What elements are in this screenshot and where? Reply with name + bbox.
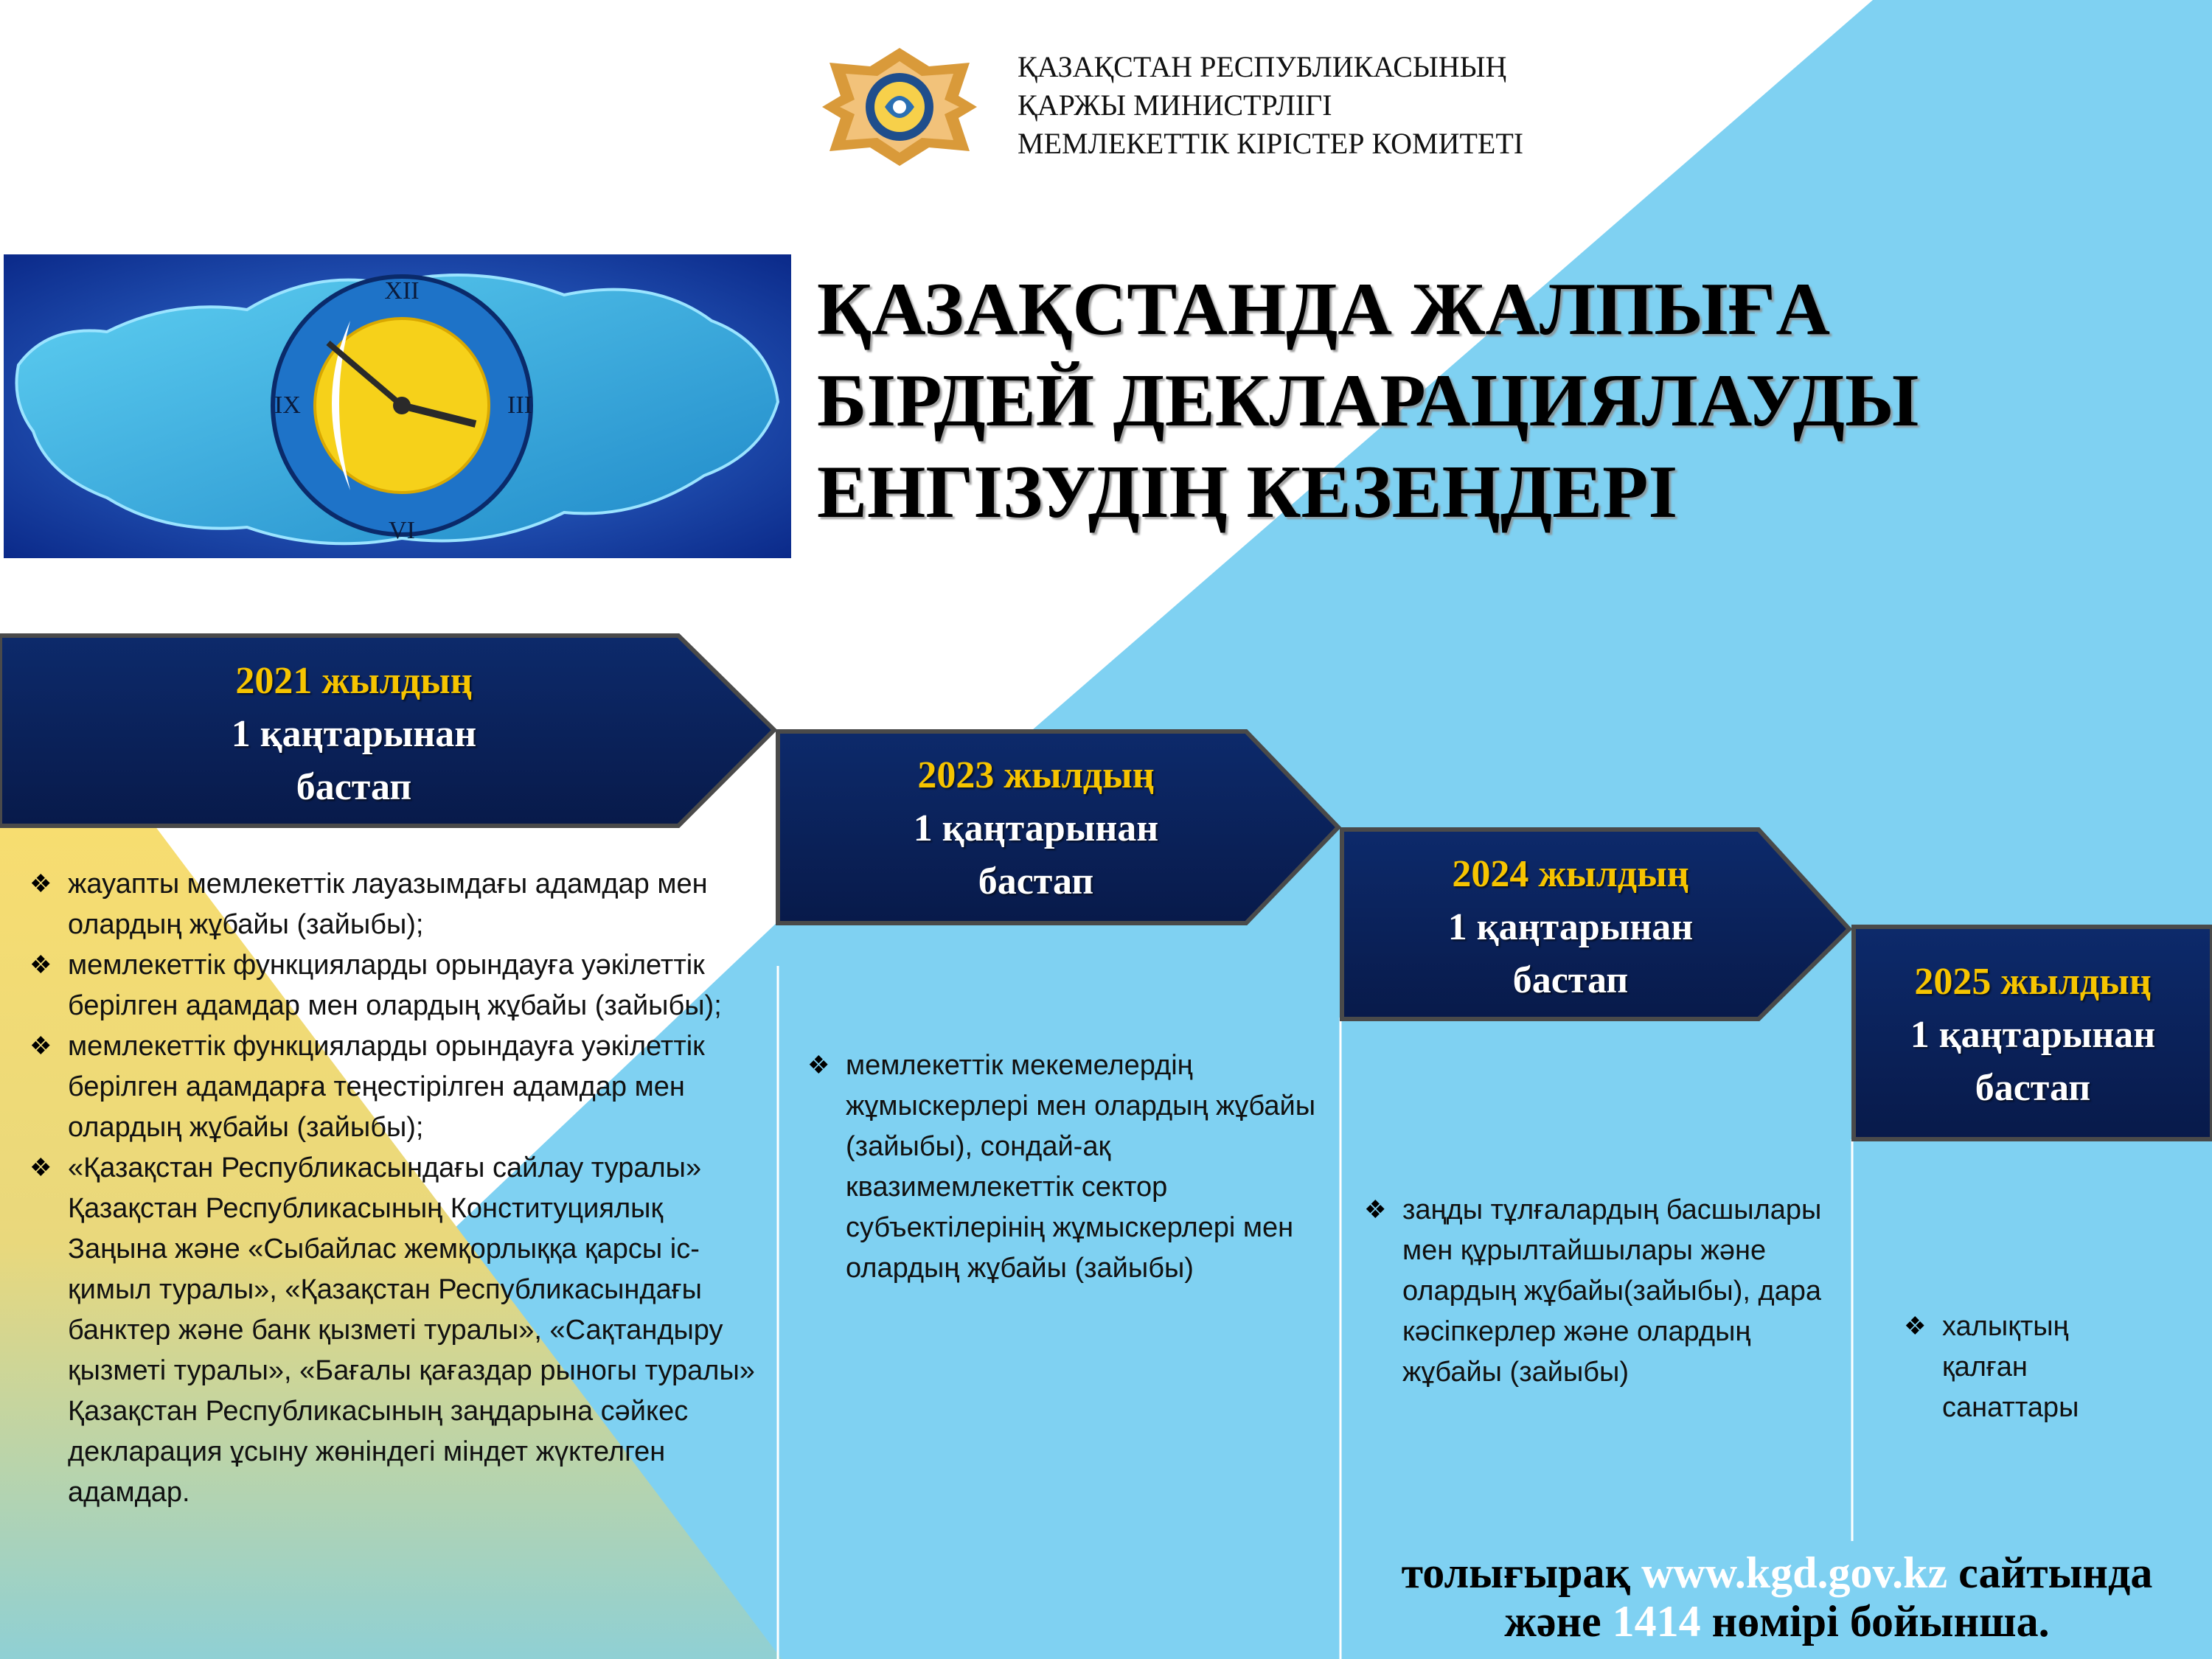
footer-text: және (1504, 1597, 1613, 1646)
list-item (1904, 1307, 2125, 1428)
bullet-icon: ❖ (1904, 1312, 1927, 1340)
list-item-text: халықтың қалған санаттары (1942, 1311, 2079, 1423)
bullet-icon: ❖ (1364, 1196, 1387, 1224)
stage-start: бастап (296, 766, 412, 808)
list-item (29, 1026, 759, 1148)
stage-label-2024 (1346, 848, 1795, 1007)
kazakhstan-map-clock-icon (4, 254, 791, 558)
org-line-3: МЕМЛЕКЕТТІК КІРІСТЕР КОМИТЕТІ (1018, 127, 1524, 160)
list-item-text: мемлекеттік функцияларды орындауға уәкілеттік берілген адамдар мен олардың жұбайы (зайыбы); (68, 950, 722, 1021)
stage-year: 2023 жылдың (917, 754, 1155, 796)
stage-date: 1 қаңтарынан (1447, 906, 1694, 948)
footer-text: нөмірі бойынша. (1700, 1597, 2050, 1646)
stage-date: 1 қаңтарынан (231, 713, 477, 755)
stage-date: 1 қаңтарынан (1910, 1014, 2156, 1056)
stage-2024-list (1364, 1190, 1836, 1393)
bullet-icon: ❖ (29, 1032, 52, 1060)
list-item-text: «Қазақстан Республикасындағы сайлау туралы» Қазақстан Республикасының Конституциялық Заңына және «Сыбайлас жемқорлыққа қарсы іс-қимыл туралы», «Қазақстан Республикасындағы банктер және банк қызметі туралы», «Сақтандыру қызметі туралы», «Бағалы қағаздар рыногы туралы» Қазақстан Республикасының заңдарына сәйкес декларация ұсыну жөніндегі міндет жүктелген адамдар. (68, 1152, 755, 1508)
bullet-icon: ❖ (29, 870, 52, 898)
website-link[interactable]: www.kgd.gov.kz (1641, 1548, 1948, 1597)
stage-year: 2024 жылдың (1452, 853, 1689, 895)
footer-text: сайтында (1947, 1548, 2153, 1597)
stage-start: бастап (1512, 959, 1629, 1001)
stage-label-2023 (782, 749, 1290, 908)
list-item-text: мемлекеттік функцияларды орындауға уәкілеттік берілген адамдарға теңестірілген адамдар мен олардың жұбайы (зайыбы); (68, 1031, 705, 1143)
page-title (817, 264, 1997, 538)
stage-start: бастап (1975, 1067, 2091, 1109)
stage-2023-list (807, 1046, 1324, 1289)
stage-label-2021 (0, 655, 708, 814)
header (822, 41, 1633, 173)
org-line-2: ҚАРЖЫ МИНИСТРЛІГІ (1018, 88, 1332, 122)
svg-text:XII: XII (384, 277, 420, 305)
svg-text:IX: IX (274, 392, 301, 419)
footer-line-1 (1342, 1548, 2212, 1597)
bullet-icon: ❖ (29, 1154, 52, 1182)
stage-year: 2021 жылдың (235, 660, 473, 702)
stage-start: бастап (978, 860, 1094, 902)
revenue-committee-emblem-icon (822, 48, 977, 166)
stage-date: 1 қаңтарынан (913, 807, 1159, 849)
stage-label-2025 (1854, 956, 2212, 1115)
stage-2025-list (1904, 1307, 2125, 1428)
phone-number[interactable]: 1414 (1612, 1597, 1701, 1646)
footer-text: толығырақ (1401, 1548, 1642, 1597)
svg-text:VI: VI (389, 517, 415, 544)
organization-name (1018, 48, 1523, 163)
list-item-text: жауапты мемлекеттік лауазымдағы адамдар мен олардың жұбайы (зайыбы); (68, 869, 708, 940)
footer-contact (1342, 1548, 2212, 1646)
stage-2021-list (29, 864, 759, 1513)
list-item-text: заңды тұлғалардың басшылары мен құрылтайшылары және олардың жұбайы(зайыбы), дара кәсіпкерлер және олардың жұбайы (зайыбы) (1402, 1194, 1822, 1388)
svg-text:III: III (507, 392, 532, 419)
title-line-3: ЕНГІЗУДІҢ КЕЗЕҢДЕРІ (817, 451, 1678, 534)
list-item (29, 864, 759, 945)
bullet-icon: ❖ (807, 1051, 830, 1079)
list-item (807, 1046, 1324, 1289)
list-item (29, 945, 759, 1026)
bullet-icon: ❖ (29, 951, 52, 979)
list-item (1364, 1190, 1836, 1393)
org-line-1: ҚАЗАҚСТАН РЕСПУБЛИКАСЫНЫҢ (1018, 50, 1507, 83)
title-line-1: ҚАЗАҚСТАНДА ЖАЛПЫҒА (817, 268, 1831, 351)
list-item (29, 1148, 759, 1513)
title-line-2: БІРДЕЙ ДЕКЛАРАЦИЯЛАУДЫ (817, 359, 1919, 442)
stage-year: 2025 жылдың (1914, 961, 2152, 1003)
footer-line-2 (1342, 1597, 2212, 1646)
list-item-text: мемлекеттік мекемелердің жұмыскерлері мен олардың жұбайы (зайыбы), сондай-ақ квазимемлекеттік сектор субъектілерінің жұмыскерлері мен олардың жұбайы (зайыбы) (846, 1050, 1316, 1284)
